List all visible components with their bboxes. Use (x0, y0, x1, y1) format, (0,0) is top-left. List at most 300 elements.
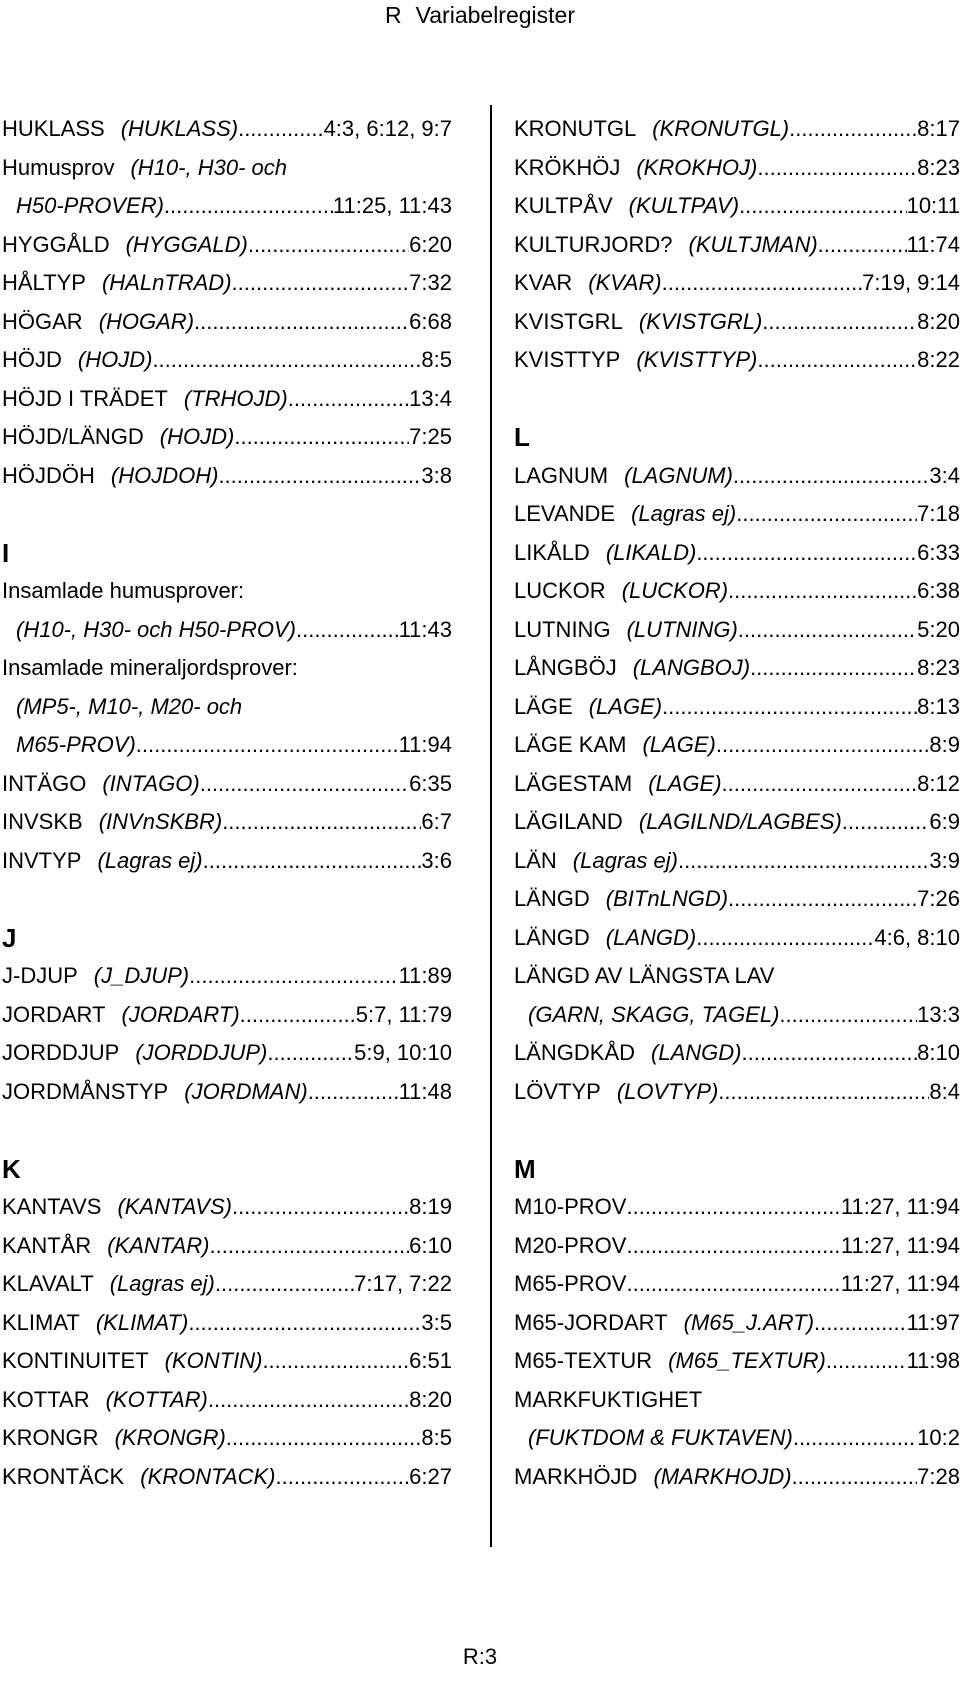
entry-term: M65-PROV (514, 1271, 627, 1296)
entry-page-ref: 3:4 (929, 462, 960, 488)
index-entry (2, 1342, 452, 1381)
dot-leader (296, 611, 399, 650)
dot-leader (738, 611, 917, 650)
entry-variable-code: (HYGGALD) (125, 231, 248, 257)
entry-variable-code: (Lagras ej) (572, 847, 678, 873)
entry-variable-code: (LIKALD) (605, 539, 697, 565)
index-entry (514, 1304, 960, 1343)
entry-page-ref: 8:20 (409, 1386, 452, 1412)
entry-variable-code: (MARKHOJD) (653, 1463, 792, 1489)
dot-leader (240, 996, 356, 1035)
index-entry (2, 1188, 452, 1227)
group-l (514, 457, 960, 1112)
dot-leader (262, 1342, 409, 1381)
index-entry (514, 110, 960, 149)
entry-term: LIKÅLD (514, 539, 590, 565)
entry-variable-code: (KLIMAT) (95, 1309, 189, 1335)
entry-term: LÄGE KAM (514, 732, 627, 757)
entry-page-ref: 11:94 (398, 732, 452, 757)
entry-term: MARKFUKTIGHET (514, 1386, 703, 1412)
dot-leader (288, 380, 409, 419)
index-entry (514, 1419, 960, 1458)
entry-term: KOTTAR (2, 1386, 90, 1412)
entry-term: KRÖKHÖJ (514, 154, 621, 180)
page-header (0, 0, 960, 30)
entry-variable-code: (H10-, H30- och (130, 154, 287, 180)
entry-term: LUCKOR (514, 578, 606, 603)
index-entry (514, 1227, 960, 1266)
entry-term: LÄGESTAM (514, 770, 633, 796)
entry-page-ref: 6:35 (409, 770, 452, 796)
group-i (2, 572, 452, 880)
entry-page-ref: 6:20 (409, 231, 452, 257)
index-entry (514, 495, 960, 534)
entry-page-ref: 8:10 (917, 1040, 960, 1065)
entry-term: M10-PROV (514, 1194, 627, 1219)
dot-leader (728, 572, 917, 611)
index-entry (514, 303, 960, 342)
index-entry (514, 1342, 960, 1381)
index-entry (514, 1381, 960, 1420)
entry-term: (H10-, H30- och H50-PROV) (16, 616, 296, 642)
section-letter-j: J (2, 922, 17, 953)
dot-leader (248, 226, 409, 265)
index-entry (2, 688, 452, 727)
entry-variable-code: (HOJD) (77, 347, 153, 372)
entry-variable-code: (LUTNING) (626, 616, 738, 642)
index-entry (2, 226, 452, 265)
group-m (514, 1188, 960, 1496)
index-entry (514, 534, 960, 573)
index-entry (514, 457, 960, 496)
dot-leader (226, 1419, 422, 1458)
entry-page-ref: 3:6 (421, 847, 452, 873)
entry-term: KANTÅR (2, 1232, 92, 1258)
index-entry (514, 919, 960, 958)
dot-leader (733, 457, 930, 496)
dot-leader (762, 303, 917, 342)
entry-page-ref: 4:6, 8:10 (874, 924, 960, 950)
entry-term: MARKHÖJD (514, 1463, 638, 1489)
dot-leader (626, 1265, 840, 1304)
index-entry (2, 572, 452, 611)
index-entry (2, 110, 452, 149)
entry-term: JORDDJUP (2, 1040, 120, 1065)
dot-leader (662, 264, 862, 303)
entry-term: LÄNGD (514, 924, 590, 950)
dot-leader (792, 1458, 918, 1497)
entry-term: JORDMÅNSTYP (2, 1078, 169, 1104)
entry-variable-code: (KRONUTGL) (652, 116, 790, 141)
dot-leader (203, 842, 422, 881)
index-entry (2, 1265, 452, 1304)
entry-term: KULTPÅV (514, 193, 613, 218)
index-entry (2, 803, 452, 842)
index-entry (514, 187, 960, 226)
entry-variable-code: (KROKHOJ) (636, 154, 758, 180)
entry-variable-code: (KONTIN) (164, 1348, 263, 1373)
entry-variable-code: (KANTAR) (107, 1232, 210, 1258)
dot-leader (194, 303, 409, 342)
entry-variable-code: (KOTTAR) (105, 1386, 208, 1412)
dot-leader (626, 1188, 840, 1227)
dot-leader (793, 1419, 917, 1458)
entry-page-ref: 8:17 (917, 116, 960, 141)
dot-leader (814, 1304, 907, 1343)
entry-page-ref: 6:33 (917, 539, 960, 565)
entry-variable-code: (TRHOJD) (183, 385, 288, 411)
entry-term: KRONGR (2, 1425, 99, 1450)
dot-leader (189, 957, 398, 996)
entry-page-ref: 8:23 (917, 655, 960, 680)
entry-term: HYGGÅLD (2, 231, 110, 257)
index-entry (2, 149, 452, 188)
entry-term: HÖJD (2, 347, 62, 372)
dot-leader (218, 457, 421, 496)
entry-variable-code: (HUKLASS) (120, 116, 239, 141)
entry-page-ref: 8:23 (917, 154, 960, 180)
entry-variable-code: (Lagras ej) (97, 847, 203, 873)
entry-term: KVAR (514, 270, 573, 295)
entry-term: LÄNGD AV LÄNGSTA LAV (514, 963, 775, 988)
entry-term: M65-PROV) (16, 732, 136, 757)
entry-page-ref: 11:89 (398, 963, 452, 988)
entry-term: HÖJD I TRÄDET (2, 385, 168, 411)
index-entry (2, 611, 452, 650)
index-entry (514, 649, 960, 688)
entry-page-ref: 11:48 (398, 1078, 452, 1104)
entry-page-ref: 8:12 (917, 770, 960, 796)
entry-variable-code: (HOGAR) (98, 308, 195, 334)
entry-variable-code: (LOVTYP) (616, 1078, 719, 1104)
index-column-left (2, 110, 452, 1496)
entry-term: Humusprov (2, 154, 115, 180)
dot-leader (200, 765, 409, 804)
entry-page-ref: 6:68 (409, 308, 452, 334)
dot-leader (750, 649, 917, 688)
dot-leader (136, 726, 399, 765)
index-entry (2, 1304, 452, 1343)
index-entry (2, 1073, 452, 1112)
entry-term: KVISTTYP (514, 347, 621, 372)
group-k-cont (514, 110, 960, 380)
index-entry (2, 264, 452, 303)
entry-variable-code: (LAGE) (588, 693, 663, 719)
entry-variable-code: (KVISTTYP) (636, 347, 758, 372)
entry-variable-code: (KANTAVS) (117, 1194, 232, 1219)
entry-term: HÖJD/LÄNGD (2, 424, 144, 449)
dot-leader (308, 1073, 399, 1112)
entry-page-ref: 8:4 (929, 1078, 960, 1104)
group-k (2, 1188, 452, 1496)
entry-variable-code: (LANGD) (605, 924, 697, 950)
chapter-letter: R (385, 2, 402, 28)
entry-page-ref: 8:22 (917, 347, 960, 372)
dot-leader (722, 765, 918, 804)
entry-page-ref: 11:98 (906, 1348, 960, 1373)
entry-variable-code: (KULTJMAN) (688, 231, 818, 257)
entry-page-ref: 10:2 (917, 1425, 960, 1450)
index-entry (2, 1381, 452, 1420)
entry-variable-code: (LANGBOJ) (632, 655, 751, 680)
entry-term: LÄGE (514, 693, 573, 719)
dot-leader (678, 842, 929, 881)
entry-variable-code: (HALnTRAD) (101, 270, 232, 295)
dot-leader (757, 341, 917, 380)
index-entry (514, 1265, 960, 1304)
index-entry (2, 649, 452, 688)
index-entry (514, 842, 960, 881)
entry-page-ref: 8:9 (929, 732, 960, 757)
entry-variable-code: (M65_J.ART) (683, 1309, 815, 1335)
index-entry (2, 1458, 452, 1497)
group-h (2, 110, 452, 495)
entry-page-ref: 3:5 (421, 1309, 452, 1335)
entry-page-ref: 6:10 (409, 1232, 452, 1258)
entry-page-ref: 10:11 (906, 193, 960, 218)
entry-page-ref: 8:5 (421, 347, 452, 372)
entry-page-ref: 6:7 (421, 809, 452, 834)
entry-page-ref: 11:25, 11:43 (332, 193, 452, 218)
entry-term: LÄN (514, 847, 557, 873)
entry-page-ref: 11:97 (906, 1309, 960, 1335)
entry-page-ref: 7:18 (917, 501, 960, 526)
index-entry (514, 996, 960, 1035)
entry-page-ref: 8:5 (421, 1425, 452, 1450)
index-entry (514, 264, 960, 303)
entry-page-ref: 8:13 (917, 693, 960, 719)
index-entry (2, 842, 452, 881)
entry-term: (GARN, SKAGG, TAGEL) (528, 1001, 780, 1027)
entry-page-ref: 6:9 (929, 809, 960, 834)
entry-page-ref: 13:3 (917, 1001, 960, 1027)
entry-variable-code: (INTAGO) (102, 770, 200, 796)
entry-page-ref: 7:26 (917, 886, 960, 911)
entry-term: HÖGAR (2, 308, 83, 334)
index-entry (514, 611, 960, 650)
entry-variable-code: (KVISTGRL) (638, 308, 763, 334)
entry-variable-code: (KRONTACK) (140, 1463, 276, 1489)
dot-leader (779, 996, 917, 1035)
entry-page-ref: 6:27 (409, 1463, 452, 1489)
index-entry (514, 1073, 960, 1112)
entry-term: INVSKB (2, 809, 83, 834)
dot-leader (210, 1227, 410, 1266)
entry-variable-code: (JORDMAN) (184, 1078, 308, 1104)
entry-page-ref: 11:74 (906, 231, 960, 257)
entry-term: M20-PROV (514, 1232, 627, 1258)
entry-page-ref: 4:3, 6:12, 9:7 (323, 116, 452, 141)
index-entry (2, 1419, 452, 1458)
index-entry (2, 341, 452, 380)
dot-leader (164, 187, 333, 226)
index-entry (514, 688, 960, 727)
index-entry (514, 1188, 960, 1227)
index-entry (514, 957, 960, 996)
entry-term: JORDART (2, 1001, 106, 1027)
index-entry (2, 1034, 452, 1073)
index-entry (514, 880, 960, 919)
dot-leader (789, 110, 917, 149)
entry-term: KONTINUITET (2, 1348, 149, 1373)
page-number: R:3 (462, 1644, 498, 1669)
index-entry (2, 996, 452, 1035)
entry-variable-code: (M65_TEXTUR) (668, 1348, 826, 1373)
entry-page-ref: 11:43 (398, 616, 452, 642)
column-divider (490, 105, 492, 1547)
entry-term: LÅNGBÖJ (514, 655, 617, 680)
entry-term: HUKLASS (2, 116, 105, 141)
entry-variable-code: (Lagras ej) (631, 501, 737, 526)
entry-page-ref: 5:9, 10:10 (354, 1040, 452, 1065)
dot-leader (232, 264, 410, 303)
entry-variable-code: (HOJDOH) (110, 462, 219, 488)
entry-page-ref: 6:51 (409, 1348, 452, 1373)
index-entry (514, 1458, 960, 1497)
entry-variable-code: (BITnLNGD) (605, 886, 729, 911)
entry-term: KULTURJORD? (514, 231, 673, 257)
index-entry (514, 226, 960, 265)
section-letter-k: K (2, 1153, 21, 1184)
entry-variable-code: (HOJD) (159, 424, 235, 449)
dot-leader (716, 726, 930, 765)
entry-variable-code: (LAGE) (648, 770, 722, 796)
dot-leader (626, 1227, 840, 1266)
index-entry (514, 149, 960, 188)
entry-term: J-DJUP (2, 963, 78, 988)
entry-page-ref: 13:4 (409, 385, 452, 411)
entry-page-ref: 5:20 (917, 616, 960, 642)
entry-variable-code: (KULTPAV) (628, 193, 740, 218)
entry-term: M65-TEXTUR (514, 1348, 653, 1373)
entry-term: (FUKTDOM & FUKTAVEN) (528, 1425, 793, 1450)
entry-page-ref: 6:38 (917, 578, 960, 603)
entry-term: HÅLTYP (2, 270, 86, 295)
entry-variable-code: (J_DJUP) (93, 963, 190, 988)
index-entry (514, 341, 960, 380)
entry-page-ref: 7:19, 9:14 (862, 270, 960, 295)
index-entry (2, 765, 452, 804)
entry-page-ref: 8:19 (409, 1194, 452, 1219)
entry-page-ref: 7:17, 7:22 (354, 1271, 452, 1296)
entry-term: KLIMAT (2, 1309, 80, 1335)
entry-variable-code: (LAGILND/LAGBES) (638, 809, 842, 834)
dot-leader (152, 341, 421, 380)
dot-leader (222, 803, 421, 842)
entry-term: KVISTGRL (514, 308, 623, 334)
entry-term: INTÄGO (2, 770, 87, 796)
entry-variable-code: (LAGE) (642, 732, 716, 757)
entry-term: KRONUTGL (514, 116, 637, 141)
entry-page-ref: 11:27, 11:94 (840, 1232, 960, 1258)
entry-variable-code: (JORDDJUP) (135, 1040, 268, 1065)
entry-variable-code: (LUCKOR) (621, 578, 729, 603)
index-entry (2, 457, 452, 496)
entry-variable-code: (Lagras ej) (109, 1271, 215, 1296)
dot-leader (208, 1381, 409, 1420)
entry-term: LÄGILAND (514, 809, 623, 834)
index-entry (2, 957, 452, 996)
entry-term: INVTYP (2, 847, 82, 873)
entry-page-ref: 7:28 (917, 1463, 960, 1489)
entry-page-ref: 8:20 (917, 308, 960, 334)
index-entry (514, 1034, 960, 1073)
entry-term: KLAVALT (2, 1271, 94, 1296)
dot-leader (696, 534, 917, 573)
entry-term: LÖVTYP (514, 1078, 601, 1104)
entry-variable-code: (LANGD) (651, 1040, 742, 1065)
dot-leader (718, 1073, 929, 1112)
index-entry (2, 418, 452, 457)
entry-term: KANTAVS (2, 1194, 102, 1219)
entry-term: LAGNUM (514, 462, 609, 488)
entry-page-ref: 3:9 (929, 847, 960, 873)
entry-page-ref: 3:8 (421, 462, 452, 488)
entry-variable-code: (JORDART) (121, 1001, 240, 1027)
dot-leader (276, 1458, 410, 1497)
entry-variable-code: (LAGNUM) (624, 462, 733, 488)
section-letter-m: M (514, 1153, 536, 1184)
entry-term: M65-JORDART (514, 1309, 668, 1335)
index-entry (2, 1227, 452, 1266)
entry-term: H50-PROVER) (16, 193, 164, 218)
index-entry (514, 803, 960, 842)
entry-page-ref: 7:25 (409, 424, 452, 449)
dot-leader (662, 688, 917, 727)
dot-leader (232, 1188, 409, 1227)
entry-page-ref: 7:32 (409, 270, 452, 295)
index-entry (514, 726, 960, 765)
dot-leader (757, 149, 917, 188)
dot-leader (696, 919, 874, 958)
index-column-right (514, 110, 960, 1496)
entry-term: KRONTÄCK (2, 1463, 125, 1489)
page-title: Variabelregister (415, 2, 575, 28)
dot-leader (739, 187, 907, 226)
group-j (2, 957, 452, 1111)
entry-page-ref: 11:27, 11:94 (840, 1194, 960, 1219)
entry-variable-code: (KVAR) (588, 270, 662, 295)
entry-term: LUTNING (514, 616, 611, 642)
entry-variable-code: (INVnSKBR) (98, 809, 223, 834)
dot-leader (842, 803, 930, 842)
index-entry (2, 726, 452, 765)
entry-term: LÄNGDKÅD (514, 1040, 636, 1065)
index-entry (514, 765, 960, 804)
index-entry (2, 187, 452, 226)
entry-term: LEVANDE (514, 501, 616, 526)
dot-leader (188, 1304, 421, 1343)
entry-term: (MP5-, M10-, M20- och (16, 693, 243, 719)
dot-leader (736, 495, 917, 534)
dot-leader (215, 1265, 354, 1304)
entry-page-ref: 5:7, 11:79 (355, 1001, 452, 1027)
index-entry (514, 572, 960, 611)
entry-variable-code: (KRONGR) (114, 1425, 226, 1450)
entry-page-ref: 11:27, 11:94 (840, 1271, 960, 1296)
entry-term: Insamlade humusprover: (2, 578, 245, 603)
dot-leader (742, 1034, 918, 1073)
entry-term: LÄNGD (514, 886, 590, 911)
dot-leader (728, 880, 917, 919)
dot-leader (238, 110, 323, 149)
entry-term: Insamlade mineraljordsprover: (2, 655, 298, 680)
dot-leader (818, 226, 907, 265)
entry-term: HÖJDÖH (2, 462, 95, 488)
dot-leader (826, 1342, 907, 1381)
index-entry (2, 303, 452, 342)
section-letter-i: I (2, 537, 10, 568)
